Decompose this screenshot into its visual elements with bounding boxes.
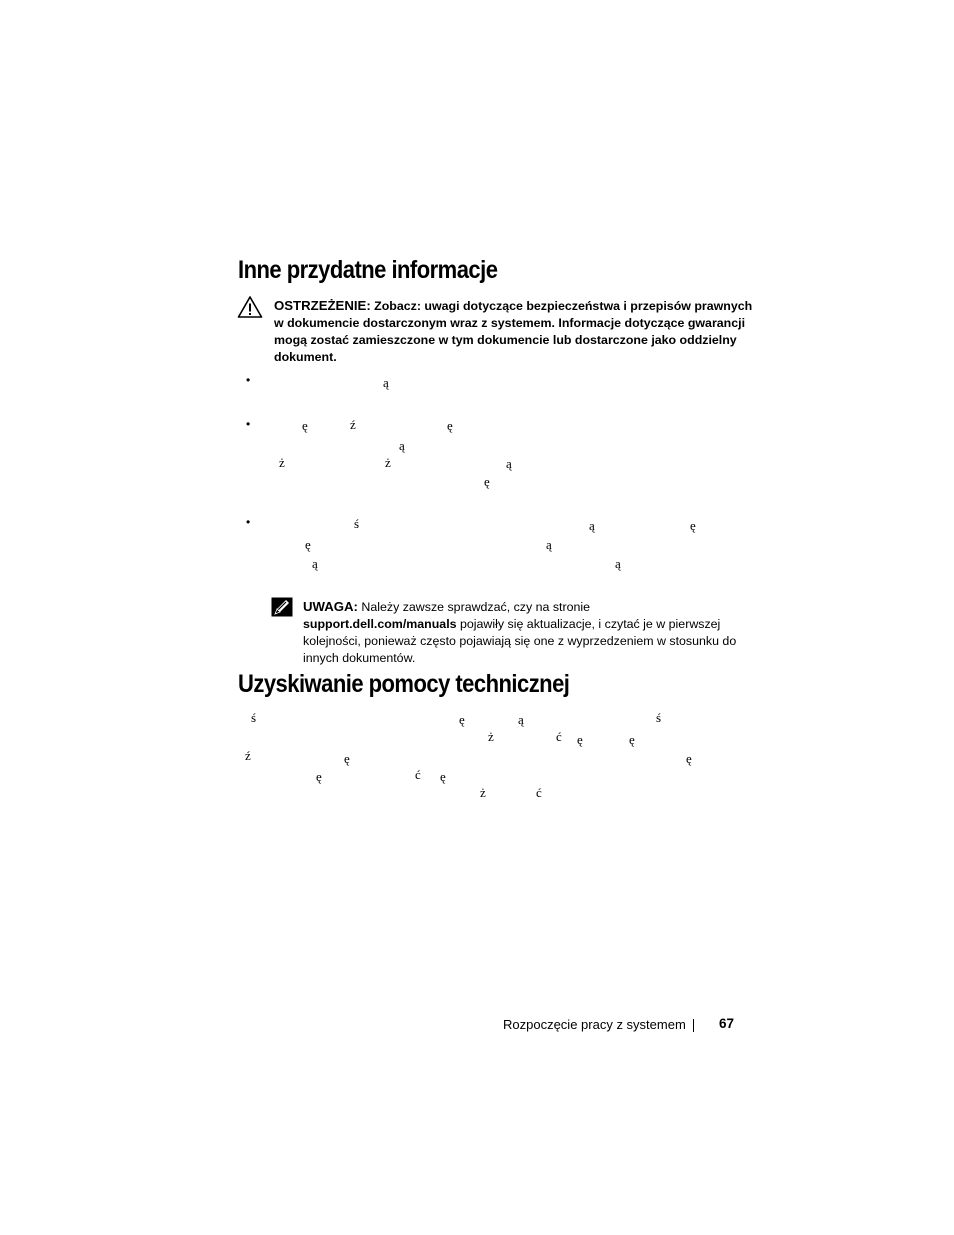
bullet-2: • bbox=[246, 417, 251, 431]
support-link[interactable]: support.dell.com/manuals bbox=[303, 617, 457, 631]
glyph: ę bbox=[344, 751, 350, 766]
bullet-1: • bbox=[246, 373, 251, 387]
glyph: ę bbox=[316, 769, 322, 784]
glyph: ą bbox=[589, 518, 595, 533]
glyph: ą bbox=[506, 456, 512, 471]
glyph: ą bbox=[383, 375, 389, 390]
glyph: ę bbox=[629, 732, 635, 747]
footer-divider bbox=[693, 1019, 694, 1032]
section-heading-tech-support: Uzyskiwanie pomocy technicznej bbox=[238, 670, 570, 698]
glyph: ż bbox=[488, 729, 494, 744]
note-body-end: pojawiły się aktualizacje, i czytać je w pierwszej kolejności, ponieważ często pojawiają się one z wyprzedzeniem w stosunku do innych dokumentów. bbox=[303, 617, 737, 665]
glyph: ś bbox=[656, 710, 662, 725]
warning-label: OSTRZEŻENIE: bbox=[274, 298, 371, 313]
glyph: ś bbox=[251, 710, 257, 725]
warning-triangle-icon bbox=[237, 295, 263, 319]
bullet-3: • bbox=[246, 515, 251, 529]
glyph: ś bbox=[354, 516, 360, 531]
glyph: ą bbox=[546, 537, 552, 552]
note-body-start: Należy zawsze sprawdzać, czy na stronie bbox=[361, 600, 591, 614]
glyph: ć bbox=[415, 767, 421, 782]
note-pencil-icon bbox=[271, 597, 293, 617]
glyph: ę bbox=[690, 518, 696, 533]
glyph: ę bbox=[447, 418, 453, 433]
glyph: ą bbox=[518, 712, 524, 727]
glyph: ż bbox=[279, 455, 285, 470]
glyph: ż bbox=[385, 455, 391, 470]
glyph: ć bbox=[556, 729, 562, 744]
glyph: ę bbox=[577, 732, 583, 747]
warning-body: Zobacz: uwagi dotyczące bezpieczeństwa i przepisów prawnych w dokumencie dostarczonym wraz z systemem. Informacje dotyczące gwarancji mogą zostać zamieszczone w tym dokumencie lub dostarczone jako oddzielny dokument. bbox=[274, 299, 753, 364]
glyph: ą bbox=[615, 556, 621, 571]
glyph: ą bbox=[312, 556, 318, 571]
section-heading-other-info: Inne przydatne informacje bbox=[238, 256, 498, 284]
glyph: ę bbox=[686, 751, 692, 766]
warning-text bbox=[274, 297, 754, 366]
glyph: ż bbox=[480, 785, 486, 800]
note-label: UWAGA: bbox=[303, 599, 358, 614]
glyph: ę bbox=[459, 712, 465, 727]
glyph: ę bbox=[305, 537, 311, 552]
glyph: ę bbox=[302, 418, 308, 433]
glyph: ę bbox=[484, 474, 490, 489]
glyph: ź bbox=[245, 748, 251, 763]
footer-chapter-title: Rozpoczęcie pracy z systemem bbox=[503, 1017, 686, 1032]
page-number: 67 bbox=[719, 1016, 735, 1031]
glyph: ę bbox=[440, 769, 446, 784]
glyph: ą bbox=[399, 438, 405, 453]
glyph: ć bbox=[536, 785, 542, 800]
note-text bbox=[303, 598, 743, 667]
glyph: ź bbox=[350, 417, 356, 432]
